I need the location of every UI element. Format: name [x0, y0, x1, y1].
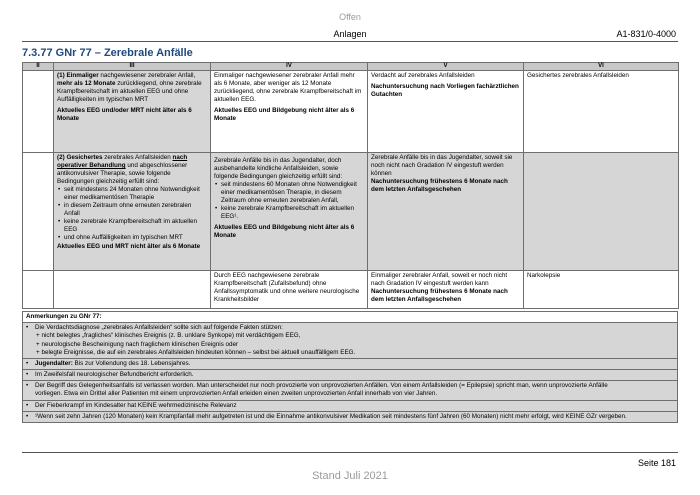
- col-header-v: V: [368, 63, 524, 71]
- header-doc-id: A1-831/0-4000: [616, 29, 676, 39]
- cell-ii: [23, 71, 54, 153]
- cell-vi: [524, 71, 679, 153]
- cell-iii: [54, 271, 211, 309]
- note-footnote: • ¹Wenn seit zehn Jahren (120 Monaten) kein Krampfanfall mehr aufgetreten ist und die Einnahme antikonvulsiver Medikation seit mindestens fünf Jahren (60 Monaten) nicht mehr erfolgt, wird KEINE GZr vergeben.: [23, 411, 678, 422]
- list-item: • seit mindestens 60 Monaten ohne Notwendigkeit einer medikamentösen Therapie, in diesem Zeitraum ohne erneuten zerebralen Anfall,: [214, 181, 364, 205]
- requirement-text: Aktuelles EEG und Bildgebung nicht älter als 6 Monate: [214, 107, 355, 123]
- cell-vi: [524, 271, 679, 309]
- table-row: [23, 71, 679, 153]
- notes-heading: Anmerkungen zu GNr 77:: [23, 312, 678, 323]
- requirement-text: Nachuntersuchung frühestens 6 Monate nach dem letzten Anfallsgeschehen: [371, 288, 508, 304]
- requirement-text: Aktuelles EEG und/oder MRT nicht älter als 6 Monate: [57, 107, 192, 123]
- table-header-row: [23, 63, 679, 71]
- page-number: Seite 181: [637, 458, 676, 468]
- note-youth: • Jugendalter: Bis zur Vollendung des 18. Lebensjahres.: [23, 358, 678, 369]
- version-stamp: Stand Juli 2021: [312, 470, 388, 482]
- header-section: Anlagen: [333, 29, 367, 39]
- cell-text: Narkolepsie: [527, 272, 561, 279]
- note-suspicion: • Die Verdachtsdiagnose „zerebrales Anfallsleiden“ sollte sich auf folgende Fakten stützen: + nicht belegtes „fragliches“ klinisches Ereignis (z. B. unklare Synkope) mit verdächtigem EEG, + neurologische Bescheinigung nach fraglichem klinischen Ereignis oder + belegte Ereignisse, die auf ein zerebrales Anfallsleiden hindeuten können – selbst bei aktuell unauffälligem EEG.: [23, 323, 678, 359]
- cell-iv: [211, 271, 368, 309]
- note-sub-item: + neurologische Bescheinigung nach fraglichem klinischen Ereignis oder: [26, 341, 674, 349]
- cell-v: [368, 71, 524, 153]
- col-header-iv: IV: [211, 63, 368, 71]
- cell-v: [368, 153, 524, 271]
- requirement-text: Aktuelles EEG und MRT nicht älter als 6 Monate: [57, 242, 201, 250]
- condition-list: [214, 181, 364, 221]
- cell-text: Zerebrale Anfälle bis in das Jugendalter, soweit sie noch nicht nach Gradation IV eingestuft werden können: [371, 154, 513, 178]
- list-item: • keine zerebrale Krampfbereitschaft im aktuellen EEG¹.: [214, 205, 364, 221]
- list-item: • keine zerebrale Krampfbereitschaft im aktuellen EEG: [57, 218, 207, 234]
- cell-text: (1) Einmaliger nachgewiesener zerebraler Anfall, mehr als 12 Monate zurückliegend, ohne zerebrale Krampfbereitschaft im aktuellen EEG und ohne Auffälligkeiten im typischen MRT: [57, 72, 202, 104]
- cell-text: Einmaliger nachgewiesener zerebraler Anfall mehr als 6 Monate, aber weniger als 12 Monate zurückliegend, ohne zerebrale Krampfbereitschaft im aktuellen EEG.: [214, 72, 362, 104]
- cell-text: (2) Gesichertes zerebrales Anfallsleiden nach operativer Behandlung und abgeschlossener antikonvulsiver Therapie, sowie folgende Bedingungen gleichzeitig erfüllt sind:: [57, 154, 188, 186]
- condition-list: [57, 186, 207, 242]
- cell-iv: [211, 71, 368, 153]
- requirement-text: Aktuelles EEG und Bildgebung nicht älter als 6 Monate: [214, 224, 355, 240]
- cell-vi: [524, 153, 679, 271]
- cell-text: Verdacht auf zerebrales Anfallsleiden: [371, 72, 475, 79]
- list-item: • in diesem Zeitraum ohne erneuten zerebralen Anfall: [57, 202, 207, 218]
- requirement-text: Nachuntersuchung nach Vorliegen fachärztlichen Gutachten: [371, 83, 519, 99]
- table-row: [23, 271, 679, 309]
- cell-ii: [23, 271, 54, 309]
- gradation-table: [22, 62, 679, 309]
- note-sub-item: + nicht belegtes „fragliches“ klinisches Ereignis (z. B. unklare Synkope) mit verdächtigem EEG,: [26, 332, 674, 340]
- list-item: • seit mindestens 24 Monaten ohne Notwendigkeit einer medikamentösen Therapie: [57, 186, 207, 202]
- table-row: [23, 153, 679, 271]
- cell-text: Gesichertes zerebrales Anfallsleiden: [527, 72, 629, 79]
- footer-divider: [22, 452, 678, 453]
- note-occasion: • Der Begriff des Gelegenheitsanfalls ist verlassen worden. Man unterscheidet nur noch provozierte von unprovozierten Anfällen. Von einem Anfallsleiden (= Epilepsie) spricht man, wenn unprovozierte Anfälle vorliegen. Etwa ein Drittel aller Patienten mit einem unprovozierten Anfall erleiden einen zweiten unprovozierten Anfall innerhalb von vier Jahren.: [23, 381, 678, 400]
- col-header-ii: II: [23, 63, 54, 71]
- cell-iv: [211, 153, 368, 271]
- cell-iii: [54, 153, 211, 271]
- notes-table: [22, 311, 678, 423]
- header-divider: [22, 41, 678, 42]
- classification-label: Offen: [339, 12, 361, 22]
- note-doubt: • Im Zweifelsfall neurologischer Befundbericht erforderlich.: [23, 370, 678, 381]
- col-header-iii: III: [54, 63, 211, 71]
- requirement-text: Nachuntersuchung frühestens 6 Monate nach dem letzten Anfallsgeschehen: [371, 178, 508, 194]
- cell-ii: [23, 153, 54, 271]
- page-title: 7.3.77 GNr 77 – Zerebrale Anfälle: [22, 47, 193, 59]
- list-item: • und ohne Auffälligkeiten im typischen MRT: [57, 234, 207, 242]
- note-sub-item: + belegte Ereignisse, die auf ein zerebrales Anfallsleiden hindeuten können – selbst bei aktuell unauffälligem EEG.: [26, 349, 674, 357]
- col-header-vi: VI: [524, 63, 679, 71]
- note-fever: • Der Fieberkrampf im Kindesalter hat KEINE wehrmedizinische Relevanz: [23, 400, 678, 411]
- cell-v: [368, 271, 524, 309]
- cell-text: Zerebrale Anfälle bis in das Jugendalter, doch ausbehandelte kindliche Anfallsleiden, sowie folgende Bedingungen gleichzeitig erfüllt sind:: [214, 157, 343, 181]
- cell-iii: [54, 71, 211, 153]
- cell-text: Durch EEG nachgewiesene zerebrale Krampfbereitschaft (Zufallsbefund) ohne Anfallssymptomatik und ohne weitere neurologische Krankheitsbilder: [214, 272, 360, 304]
- cell-text: Einmaliger zerebraler Anfall, soweit er noch nicht nach Gradation IV eingestuft werden kann: [371, 272, 508, 288]
